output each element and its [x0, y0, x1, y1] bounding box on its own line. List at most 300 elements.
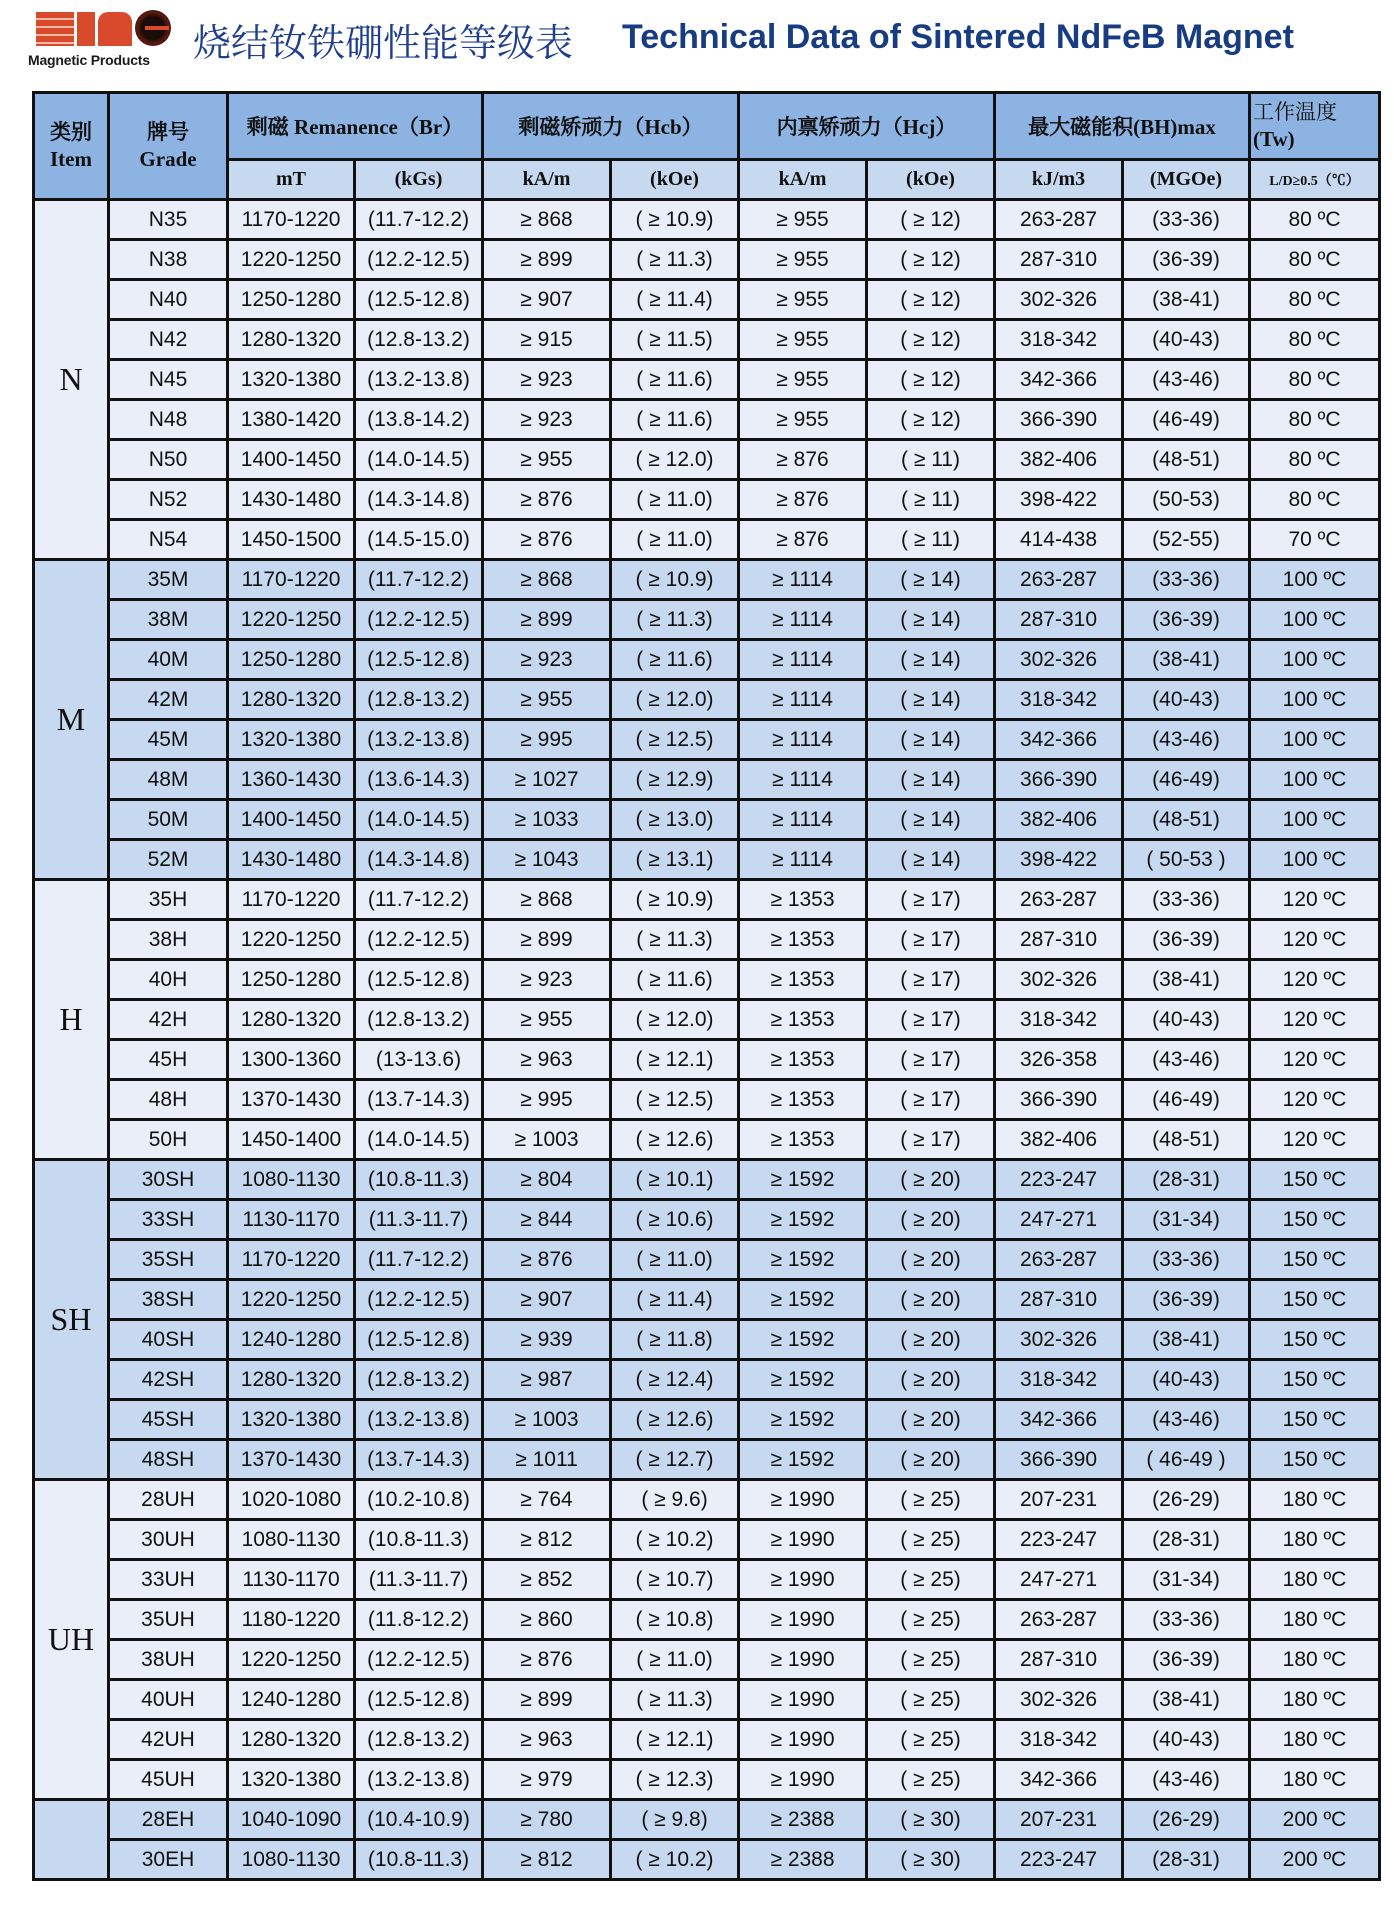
- cell-hcj-kam: ≥ 1990: [739, 1560, 867, 1600]
- cell-hcb-koe: ( ≥ 12.1): [611, 1720, 739, 1760]
- cell-working-temp: 150 ºC: [1250, 1240, 1380, 1280]
- cell-br-mt: 1430-1480: [228, 480, 355, 520]
- cell-hcb-koe: ( ≥ 9.6): [611, 1480, 739, 1520]
- cell-hcb-kam: ≥ 780: [483, 1800, 611, 1840]
- table-row: [34, 840, 1380, 880]
- cell-bhmax-mgoe: (52-55): [1123, 520, 1250, 560]
- cell-bhmax-mgoe: (28-31): [1123, 1160, 1250, 1200]
- cell-bhmax-mgoe: (26-29): [1123, 1800, 1250, 1840]
- cell-grade: 42H: [109, 1000, 228, 1040]
- cell-hcj-koe: ( ≥ 25): [867, 1600, 995, 1640]
- table-row: [34, 480, 1380, 520]
- cell-working-temp: 100 ºC: [1250, 560, 1380, 600]
- cell-hcj-kam: ≥ 955: [739, 320, 867, 360]
- table-row: [34, 520, 1380, 560]
- cell-bhmax-kjm3: 366-390: [995, 760, 1123, 800]
- cell-hcb-koe: ( ≥ 10.1): [611, 1160, 739, 1200]
- table-row: [34, 1480, 1380, 1520]
- cell-working-temp: 120 ºC: [1250, 960, 1380, 1000]
- cell-bhmax-kjm3: 247-271: [995, 1200, 1123, 1240]
- subheader-hcj-kam: kA/m: [739, 160, 867, 200]
- table-row: [34, 1120, 1380, 1160]
- cell-hcj-kam: ≥ 1114: [739, 800, 867, 840]
- cell-bhmax-mgoe: (48-51): [1123, 1120, 1250, 1160]
- cell-bhmax-kjm3: 382-406: [995, 1120, 1123, 1160]
- cell-br-kgs: (12.2-12.5): [355, 600, 483, 640]
- table-row: [34, 1320, 1380, 1360]
- cell-grade: N54: [109, 520, 228, 560]
- category-cell: [34, 1800, 109, 1880]
- cell-grade: N35: [109, 200, 228, 240]
- cell-bhmax-kjm3: 302-326: [995, 960, 1123, 1000]
- subheader-hcb-koe: (kOe): [611, 160, 739, 200]
- cell-hcb-kam: ≥ 876: [483, 1640, 611, 1680]
- cell-grade: 38UH: [109, 1640, 228, 1680]
- cell-bhmax-kjm3: 318-342: [995, 320, 1123, 360]
- cell-grade: 48H: [109, 1080, 228, 1120]
- cell-br-kgs: (11.7-12.2): [355, 880, 483, 920]
- table-row: [34, 960, 1380, 1000]
- cell-working-temp: 180 ºC: [1250, 1640, 1380, 1680]
- cell-grade: 48M: [109, 760, 228, 800]
- magnet-grade-table: [32, 91, 1381, 1881]
- cell-grade: N52: [109, 480, 228, 520]
- cell-hcj-kam: ≥ 1353: [739, 1000, 867, 1040]
- cell-hcj-kam: ≥ 1592: [739, 1280, 867, 1320]
- cell-hcb-kam: ≥ 979: [483, 1760, 611, 1800]
- cell-bhmax-kjm3: 414-438: [995, 520, 1123, 560]
- cell-bhmax-mgoe: (50-53): [1123, 480, 1250, 520]
- cell-hcj-kam: ≥ 1114: [739, 560, 867, 600]
- cell-hcj-koe: ( ≥ 17): [867, 920, 995, 960]
- cell-hcj-koe: ( ≥ 30): [867, 1800, 995, 1840]
- cell-hcj-koe: ( ≥ 25): [867, 1520, 995, 1560]
- cell-hcb-kam: ≥ 868: [483, 200, 611, 240]
- cell-br-mt: 1170-1220: [228, 880, 355, 920]
- cell-hcj-kam: ≥ 955: [739, 280, 867, 320]
- cell-hcb-koe: ( ≥ 10.7): [611, 1560, 739, 1600]
- cell-bhmax-mgoe: (43-46): [1123, 1760, 1250, 1800]
- cell-hcj-kam: ≥ 1990: [739, 1720, 867, 1760]
- cell-working-temp: 150 ºC: [1250, 1320, 1380, 1360]
- cell-br-mt: 1370-1430: [228, 1440, 355, 1480]
- cell-working-temp: 100 ºC: [1250, 800, 1380, 840]
- cell-working-temp: 180 ºC: [1250, 1680, 1380, 1720]
- cell-working-temp: 80 ºC: [1250, 240, 1380, 280]
- cell-br-kgs: (12.8-13.2): [355, 1000, 483, 1040]
- cell-hcj-koe: ( ≥ 30): [867, 1840, 995, 1880]
- cell-hcb-koe: ( ≥ 10.9): [611, 880, 739, 920]
- cell-hcj-koe: ( ≥ 14): [867, 840, 995, 880]
- cell-working-temp: 80 ºC: [1250, 440, 1380, 480]
- cell-hcb-kam: ≥ 812: [483, 1520, 611, 1560]
- cell-br-kgs: (12.5-12.8): [355, 1320, 483, 1360]
- cell-bhmax-kjm3: 263-287: [995, 880, 1123, 920]
- table-row: [34, 800, 1380, 840]
- cell-bhmax-mgoe: (38-41): [1123, 280, 1250, 320]
- cell-bhmax-kjm3: 398-422: [995, 480, 1123, 520]
- cell-br-mt: 1220-1250: [228, 240, 355, 280]
- cell-bhmax-mgoe: (28-31): [1123, 1840, 1250, 1880]
- cell-hcb-kam: ≥ 987: [483, 1360, 611, 1400]
- cell-br-kgs: (13.2-13.8): [355, 360, 483, 400]
- cell-br-mt: 1170-1220: [228, 1240, 355, 1280]
- cell-grade: 33SH: [109, 1200, 228, 1240]
- cell-hcb-koe: ( ≥ 12.9): [611, 760, 739, 800]
- cell-hcj-kam: ≥ 1353: [739, 1080, 867, 1120]
- cell-hcb-koe: ( ≥ 12.6): [611, 1400, 739, 1440]
- table-row: [34, 720, 1380, 760]
- cell-br-kgs: (12.5-12.8): [355, 280, 483, 320]
- cell-br-kgs: (11.7-12.2): [355, 560, 483, 600]
- cell-hcb-kam: ≥ 995: [483, 1080, 611, 1120]
- cell-hcb-koe: ( ≥ 11.3): [611, 240, 739, 280]
- cell-bhmax-mgoe: (40-43): [1123, 1720, 1250, 1760]
- cell-hcb-koe: ( ≥ 11.3): [611, 920, 739, 960]
- cell-br-mt: 1280-1320: [228, 1360, 355, 1400]
- cell-hcb-kam: ≥ 907: [483, 280, 611, 320]
- cell-br-kgs: (12.8-13.2): [355, 320, 483, 360]
- cell-hcj-kam: ≥ 876: [739, 480, 867, 520]
- table-row: [34, 1560, 1380, 1600]
- cell-hcb-koe: ( ≥ 11.4): [611, 280, 739, 320]
- cell-bhmax-kjm3: 302-326: [995, 280, 1123, 320]
- cell-hcb-koe: ( ≥ 11.0): [611, 480, 739, 520]
- cell-working-temp: 120 ºC: [1250, 920, 1380, 960]
- cell-bhmax-mgoe: (48-51): [1123, 800, 1250, 840]
- cell-grade: 38H: [109, 920, 228, 960]
- cell-br-kgs: (12.2-12.5): [355, 920, 483, 960]
- cell-grade: 35H: [109, 880, 228, 920]
- cell-bhmax-mgoe: ( 46-49 ): [1123, 1440, 1250, 1480]
- cell-br-mt: 1250-1280: [228, 280, 355, 320]
- cell-hcj-koe: ( ≥ 17): [867, 1120, 995, 1160]
- cell-hcb-kam: ≥ 868: [483, 560, 611, 600]
- cell-bhmax-mgoe: (40-43): [1123, 1360, 1250, 1400]
- page-title-chinese: 烧结钕铁硼性能等级表: [193, 21, 574, 65]
- cell-grade: 45UH: [109, 1760, 228, 1800]
- cell-br-mt: 1320-1380: [228, 360, 355, 400]
- cell-hcj-koe: ( ≥ 20): [867, 1160, 995, 1200]
- logo-letter-i: [77, 12, 95, 46]
- page-header: [0, 0, 1394, 88]
- cell-grade: 38SH: [109, 1280, 228, 1320]
- cell-hcj-koe: ( ≥ 11): [867, 520, 995, 560]
- cell-bhmax-kjm3: 263-287: [995, 1240, 1123, 1280]
- cell-hcj-kam: ≥ 1990: [739, 1680, 867, 1720]
- cell-hcj-koe: ( ≥ 20): [867, 1360, 995, 1400]
- cell-working-temp: 150 ºC: [1250, 1440, 1380, 1480]
- page-title-english: Technical Data of Sintered NdFeB Magnet: [622, 18, 1294, 56]
- cell-bhmax-mgoe: (33-36): [1123, 200, 1250, 240]
- cell-hcj-kam: ≥ 1592: [739, 1360, 867, 1400]
- cell-grade: 42M: [109, 680, 228, 720]
- subheader-mt: mT: [228, 160, 355, 200]
- table-row: [34, 880, 1380, 920]
- cell-hcb-koe: ( ≥ 11.6): [611, 400, 739, 440]
- cell-working-temp: 150 ºC: [1250, 1360, 1380, 1400]
- cell-grade: N42: [109, 320, 228, 360]
- cell-bhmax-mgoe: (36-39): [1123, 920, 1250, 960]
- logo-letter-n: [98, 12, 132, 46]
- cell-bhmax-kjm3: 263-287: [995, 200, 1123, 240]
- cell-hcb-koe: ( ≥ 11.3): [611, 1680, 739, 1720]
- cell-br-kgs: (14.3-14.8): [355, 840, 483, 880]
- table-row: [34, 1840, 1380, 1880]
- cell-br-mt: 1450-1500: [228, 520, 355, 560]
- cell-hcj-kam: ≥ 1353: [739, 960, 867, 1000]
- cell-hcb-kam: ≥ 1033: [483, 800, 611, 840]
- table-row: [34, 1680, 1380, 1720]
- cell-hcj-koe: ( ≥ 17): [867, 960, 995, 1000]
- cell-hcb-koe: ( ≥ 11.6): [611, 960, 739, 1000]
- cell-br-kgs: (12.8-13.2): [355, 1720, 483, 1760]
- cell-hcb-koe: ( ≥ 10.8): [611, 1600, 739, 1640]
- cell-bhmax-kjm3: 318-342: [995, 1000, 1123, 1040]
- cell-bhmax-kjm3: 302-326: [995, 1320, 1123, 1360]
- cell-br-mt: 1020-1080: [228, 1480, 355, 1520]
- cell-br-mt: 1130-1170: [228, 1560, 355, 1600]
- cell-bhmax-mgoe: ( 50-53 ): [1123, 840, 1250, 880]
- cell-hcb-kam: ≥ 955: [483, 440, 611, 480]
- cell-working-temp: 80 ºC: [1250, 320, 1380, 360]
- cell-hcb-kam: ≥ 995: [483, 720, 611, 760]
- cell-working-temp: 100 ºC: [1250, 640, 1380, 680]
- header-tw-en: (Tw): [1253, 127, 1295, 151]
- cell-hcj-koe: ( ≥ 20): [867, 1440, 995, 1480]
- cell-hcj-kam: ≥ 876: [739, 520, 867, 560]
- cell-working-temp: 150 ºC: [1250, 1280, 1380, 1320]
- cell-hcj-kam: ≥ 1114: [739, 600, 867, 640]
- cell-br-mt: 1220-1250: [228, 600, 355, 640]
- cell-hcb-kam: ≥ 923: [483, 360, 611, 400]
- cell-hcj-koe: ( ≥ 11): [867, 480, 995, 520]
- cell-working-temp: 80 ºC: [1250, 480, 1380, 520]
- cell-bhmax-mgoe: (33-36): [1123, 1600, 1250, 1640]
- cell-grade: 40SH: [109, 1320, 228, 1360]
- cell-hcj-koe: ( ≥ 25): [867, 1480, 995, 1520]
- cell-br-mt: 1400-1450: [228, 440, 355, 480]
- cell-working-temp: 180 ºC: [1250, 1520, 1380, 1560]
- table-row: [34, 1800, 1380, 1840]
- cell-hcb-koe: ( ≥ 11.4): [611, 1280, 739, 1320]
- table-row: [34, 360, 1380, 400]
- cell-hcj-kam: ≥ 1990: [739, 1640, 867, 1680]
- cell-grade: 35M: [109, 560, 228, 600]
- cell-br-mt: 1450-1400: [228, 1120, 355, 1160]
- header-grade-en: Grade: [139, 147, 197, 171]
- cell-hcb-kam: ≥ 804: [483, 1160, 611, 1200]
- cell-hcb-koe: ( ≥ 11.6): [611, 640, 739, 680]
- cell-hcb-kam: ≥ 764: [483, 1480, 611, 1520]
- cell-br-kgs: (10.8-11.3): [355, 1160, 483, 1200]
- cell-working-temp: 180 ºC: [1250, 1560, 1380, 1600]
- table-row: [34, 240, 1380, 280]
- cell-hcj-koe: ( ≥ 14): [867, 600, 995, 640]
- table-row: [34, 1000, 1380, 1040]
- cell-hcj-kam: ≥ 1592: [739, 1320, 867, 1360]
- cell-grade: N38: [109, 240, 228, 280]
- cell-bhmax-kjm3: 318-342: [995, 680, 1123, 720]
- table-body: [34, 200, 1380, 1880]
- table-row: [34, 200, 1380, 240]
- subheader-kjm3: kJ/m3: [995, 160, 1123, 200]
- cell-hcj-kam: ≥ 955: [739, 360, 867, 400]
- cell-bhmax-kjm3: 366-390: [995, 400, 1123, 440]
- cell-hcb-kam: ≥ 899: [483, 920, 611, 960]
- cell-bhmax-mgoe: (38-41): [1123, 1320, 1250, 1360]
- cell-br-kgs: (13-13.6): [355, 1040, 483, 1080]
- cell-hcj-koe: ( ≥ 14): [867, 800, 995, 840]
- table-row: [34, 320, 1380, 360]
- cell-br-kgs: (13.6-14.3): [355, 760, 483, 800]
- cell-bhmax-kjm3: 342-366: [995, 360, 1123, 400]
- cell-grade: 40H: [109, 960, 228, 1000]
- header-grade: [109, 93, 228, 200]
- cell-working-temp: 150 ºC: [1250, 1400, 1380, 1440]
- cell-bhmax-mgoe: (46-49): [1123, 760, 1250, 800]
- cell-hcj-koe: ( ≥ 20): [867, 1400, 995, 1440]
- cell-br-kgs: (10.4-10.9): [355, 1800, 483, 1840]
- cell-hcb-koe: ( ≥ 11.3): [611, 600, 739, 640]
- cell-hcb-koe: ( ≥ 11.0): [611, 1640, 739, 1680]
- cell-hcb-koe: ( ≥ 10.9): [611, 200, 739, 240]
- cell-hcb-kam: ≥ 923: [483, 960, 611, 1000]
- cell-br-mt: 1240-1280: [228, 1680, 355, 1720]
- cell-working-temp: 180 ºC: [1250, 1600, 1380, 1640]
- cell-working-temp: 200 ºC: [1250, 1840, 1380, 1880]
- cell-grade: N48: [109, 400, 228, 440]
- table-row: [34, 1360, 1380, 1400]
- cell-hcb-koe: ( ≥ 10.2): [611, 1520, 739, 1560]
- cell-bhmax-mgoe: (26-29): [1123, 1480, 1250, 1520]
- cell-hcb-kam: ≥ 899: [483, 1680, 611, 1720]
- cell-hcj-kam: ≥ 1990: [739, 1600, 867, 1640]
- header-hcj: 内禀矫顽力（Hcj）: [739, 93, 995, 160]
- cell-hcj-koe: ( ≥ 20): [867, 1240, 995, 1280]
- table-row: [34, 1760, 1380, 1800]
- cell-bhmax-kjm3: 302-326: [995, 640, 1123, 680]
- cell-working-temp: 80 ºC: [1250, 400, 1380, 440]
- cell-br-mt: 1220-1250: [228, 920, 355, 960]
- table-row: [34, 1720, 1380, 1760]
- cell-hcb-koe: ( ≥ 9.8): [611, 1800, 739, 1840]
- cell-hcb-koe: ( ≥ 13.1): [611, 840, 739, 880]
- table-row: [34, 280, 1380, 320]
- cell-working-temp: 120 ºC: [1250, 1040, 1380, 1080]
- cell-working-temp: 120 ºC: [1250, 1120, 1380, 1160]
- cell-br-mt: 1320-1380: [228, 1400, 355, 1440]
- cell-hcj-kam: ≥ 1114: [739, 680, 867, 720]
- cell-bhmax-mgoe: (43-46): [1123, 1040, 1250, 1080]
- header-working-temp: [1250, 93, 1380, 160]
- cell-bhmax-mgoe: (40-43): [1123, 1000, 1250, 1040]
- cell-grade: 28UH: [109, 1480, 228, 1520]
- cell-bhmax-kjm3: 318-342: [995, 1720, 1123, 1760]
- cell-hcb-kam: ≥ 907: [483, 1280, 611, 1320]
- cell-hcb-koe: ( ≥ 12.1): [611, 1040, 739, 1080]
- table-row: [34, 1400, 1380, 1440]
- cell-hcj-kam: ≥ 1114: [739, 760, 867, 800]
- cell-grade: 42SH: [109, 1360, 228, 1400]
- cell-working-temp: 180 ºC: [1250, 1760, 1380, 1800]
- cell-hcj-kam: ≥ 1990: [739, 1760, 867, 1800]
- cell-hcb-kam: ≥ 923: [483, 400, 611, 440]
- cell-hcb-koe: ( ≥ 10.6): [611, 1200, 739, 1240]
- cell-grade: 45H: [109, 1040, 228, 1080]
- cell-br-kgs: (11.8-12.2): [355, 1600, 483, 1640]
- logo-caption: Magnetic Products: [28, 52, 150, 68]
- cell-working-temp: 100 ºC: [1250, 680, 1380, 720]
- cell-hcb-koe: ( ≥ 11.6): [611, 360, 739, 400]
- cell-br-mt: 1080-1130: [228, 1520, 355, 1560]
- cell-bhmax-kjm3: 342-366: [995, 1760, 1123, 1800]
- cell-working-temp: 80 ºC: [1250, 280, 1380, 320]
- cell-br-mt: 1250-1280: [228, 960, 355, 1000]
- cell-br-mt: 1080-1130: [228, 1160, 355, 1200]
- cell-br-mt: 1320-1380: [228, 1760, 355, 1800]
- cell-bhmax-kjm3: 366-390: [995, 1080, 1123, 1120]
- cell-br-mt: 1220-1250: [228, 1280, 355, 1320]
- cell-working-temp: 150 ºC: [1250, 1160, 1380, 1200]
- cell-bhmax-kjm3: 287-310: [995, 240, 1123, 280]
- cell-bhmax-kjm3: 223-247: [995, 1840, 1123, 1880]
- cell-br-kgs: (11.7-12.2): [355, 1240, 483, 1280]
- cell-bhmax-mgoe: (46-49): [1123, 400, 1250, 440]
- table-row: [34, 440, 1380, 480]
- cell-br-mt: 1250-1280: [228, 640, 355, 680]
- cell-hcj-koe: ( ≥ 25): [867, 1760, 995, 1800]
- cell-hcj-koe: ( ≥ 12): [867, 360, 995, 400]
- cell-hcj-kam: ≥ 955: [739, 200, 867, 240]
- cell-hcj-koe: ( ≥ 20): [867, 1200, 995, 1240]
- cell-bhmax-mgoe: (38-41): [1123, 1680, 1250, 1720]
- cell-br-kgs: (14.0-14.5): [355, 800, 483, 840]
- sine-logo-icon: [28, 8, 173, 46]
- cell-working-temp: 100 ºC: [1250, 600, 1380, 640]
- cell-hcb-koe: ( ≥ 11.0): [611, 520, 739, 560]
- cell-br-kgs: (14.0-14.5): [355, 440, 483, 480]
- cell-br-kgs: (12.8-13.2): [355, 680, 483, 720]
- cell-bhmax-kjm3: 223-247: [995, 1520, 1123, 1560]
- cell-bhmax-mgoe: (33-36): [1123, 880, 1250, 920]
- cell-hcb-koe: ( ≥ 13.0): [611, 800, 739, 840]
- cell-br-kgs: (10.2-10.8): [355, 1480, 483, 1520]
- cell-bhmax-mgoe: (31-34): [1123, 1560, 1250, 1600]
- cell-bhmax-kjm3: 318-342: [995, 1360, 1123, 1400]
- table-row: [34, 1080, 1380, 1120]
- cell-grade: 52M: [109, 840, 228, 880]
- cell-br-mt: 1430-1480: [228, 840, 355, 880]
- header-tw-cn: 工作温度: [1253, 100, 1337, 124]
- cell-hcj-koe: ( ≥ 17): [867, 1000, 995, 1040]
- category-cell: N: [34, 200, 109, 560]
- cell-hcb-koe: ( ≥ 12.5): [611, 720, 739, 760]
- cell-grade: 38M: [109, 600, 228, 640]
- cell-hcj-kam: ≥ 1592: [739, 1200, 867, 1240]
- cell-br-kgs: (14.5-15.0): [355, 520, 483, 560]
- cell-hcj-kam: ≥ 1353: [739, 880, 867, 920]
- cell-bhmax-mgoe: (36-39): [1123, 1640, 1250, 1680]
- cell-br-mt: 1040-1090: [228, 1800, 355, 1840]
- cell-working-temp: 180 ºC: [1250, 1480, 1380, 1520]
- cell-hcj-koe: ( ≥ 14): [867, 560, 995, 600]
- cell-bhmax-mgoe: (40-43): [1123, 680, 1250, 720]
- cell-grade: 35SH: [109, 1240, 228, 1280]
- cell-hcj-kam: ≥ 1592: [739, 1440, 867, 1480]
- cell-hcb-kam: ≥ 939: [483, 1320, 611, 1360]
- table-row: [34, 400, 1380, 440]
